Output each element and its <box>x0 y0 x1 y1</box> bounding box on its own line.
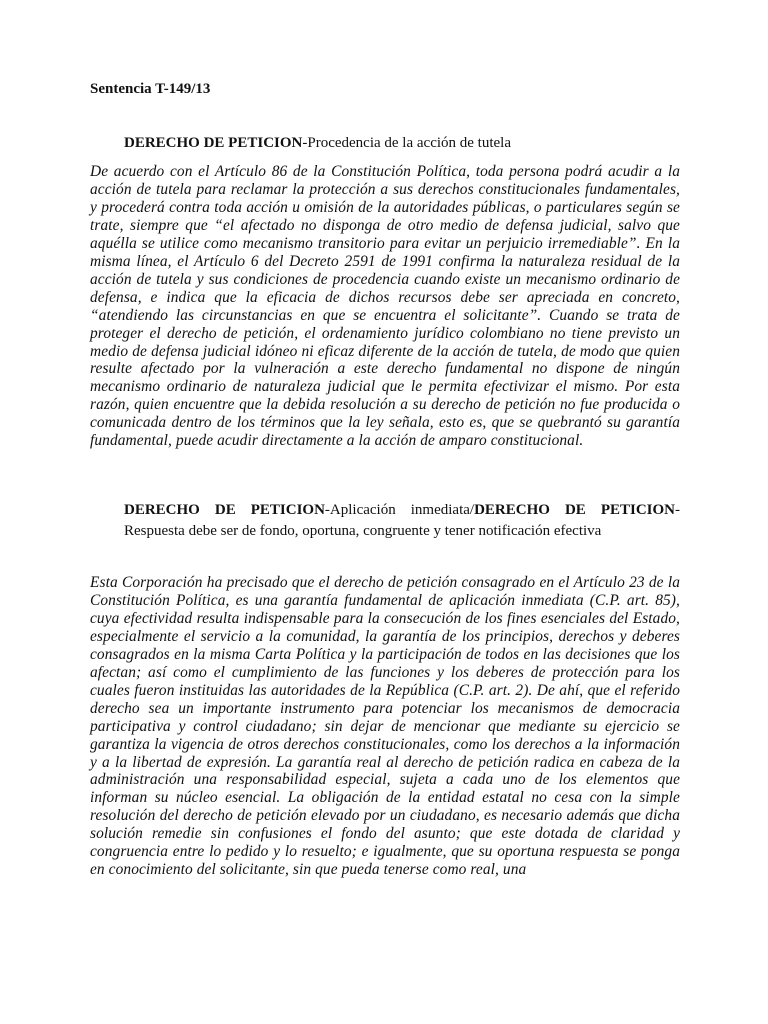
paragraph-procedencia: De acuerdo con el Artículo 86 de la Constitución Política, toda persona podrá acudir a la acción de tutela para reclamar la protección a sus derechos constitucionales fundamentales, y procederá contra toda acción u omisión de la autoridades públicas, o particulares según se trate, siempre que “el afectado no disponga de otro medio de defensa judicial, salvo que aquélla se utilice como mecanismo transitorio para evitar un perjuicio irremediable”. En la misma línea, el Artículo 6 del Decreto 2591 de 1991 confirma la naturaleza residual de la acción de tutela y sus condiciones de procedencia cuando existe un mecanismo ordinario de defensa, e indica que la eficacia de dichos recursos debe ser apreciada en concreto, “atendiendo las circunstancias en que se encuentra el solicitante”. Cuando se trata de proteger el derecho de petición, el ordenamiento jurídico colombiano no tiene previsto un medio de defensa judicial idóneo ni eficaz diferente de la acción de tutela, de modo que quien resulte afectado por la vulneración a este derecho fundamental no dispone de ningún mecanismo ordinario de naturaleza judicial que le permita efectivizar el mismo. Por esta razón, quien encuentre que la debida resolución a su derecho de petición no fue producida o comunicada dentro de los términos que la ley señala, esto es, que se quebrantó su garantía fundamental, puede acudir directamente a la acción de amparo constitucional. <box>90 163 680 450</box>
heading-subtitle: -Procedencia de la acción de tutela <box>302 135 511 151</box>
paragraph-aplicacion: Esta Corporación ha precisado que el derecho de petición consagrado en el Artículo 23 de la Constitución Política, es una garantía fundamental de aplicación inmediata (C.P. art. 85), cuya efectividad resulta indispensable para la consecución de los fines esenciales del Estado, especialmente el servicio a la comunidad, la garantía de los principios, derechos y deberes consagrados en la misma Carta Política y la participación de todos en las decisiones que los afectan; así como el cumplimiento de las funciones y los deberes de protección para los cuales fueron instituidas las autoridades de la República (C.P. art. 2). De ahí, que el referido derecho sea un importante instrumento para potenciar los mecanismos de democracia participativa y control ciudadano; sin dejar de mencionar que mediante su ejercicio se garantiza la vigencia de otros derechos constitucionales, como los derechos a la información y a la libertad de expresión. La garantía real al derecho de petición radica en cabeza de la administración una responsabilidad especial, sujeta a cada uno de los elementos que informan su núcleo esencial. La obligación de la entidad estatal no cesa con la simple resolución del derecho de petición elevado por un ciudadano, es necesario además que dicha solución remedie sin confusiones el fondo del asunto; que este dotada de claridad y congruencia entre lo pedido y lo resuelto; e igualmente, que su oportuna respuesta se ponga en conocimiento del solicitante, sin que pueda tenerse como real, una <box>90 574 680 879</box>
heading-subtitle-a: -Aplicación inmediata/ <box>324 502 475 518</box>
section-heading-procedencia <box>124 133 511 153</box>
heading-subtitle-b: -Respuesta debe ser de fondo, oportuna, congruente y tener notificación efectiva <box>124 502 680 539</box>
heading-topic-b: DERECHO DE PETICION <box>474 502 675 518</box>
section-heading-aplicacion <box>124 500 680 541</box>
heading-topic: DERECHO DE PETICION <box>124 135 303 151</box>
document-title: Sentencia T-149/13 <box>90 81 211 97</box>
heading-topic-a: DERECHO DE PETICION <box>124 502 325 518</box>
